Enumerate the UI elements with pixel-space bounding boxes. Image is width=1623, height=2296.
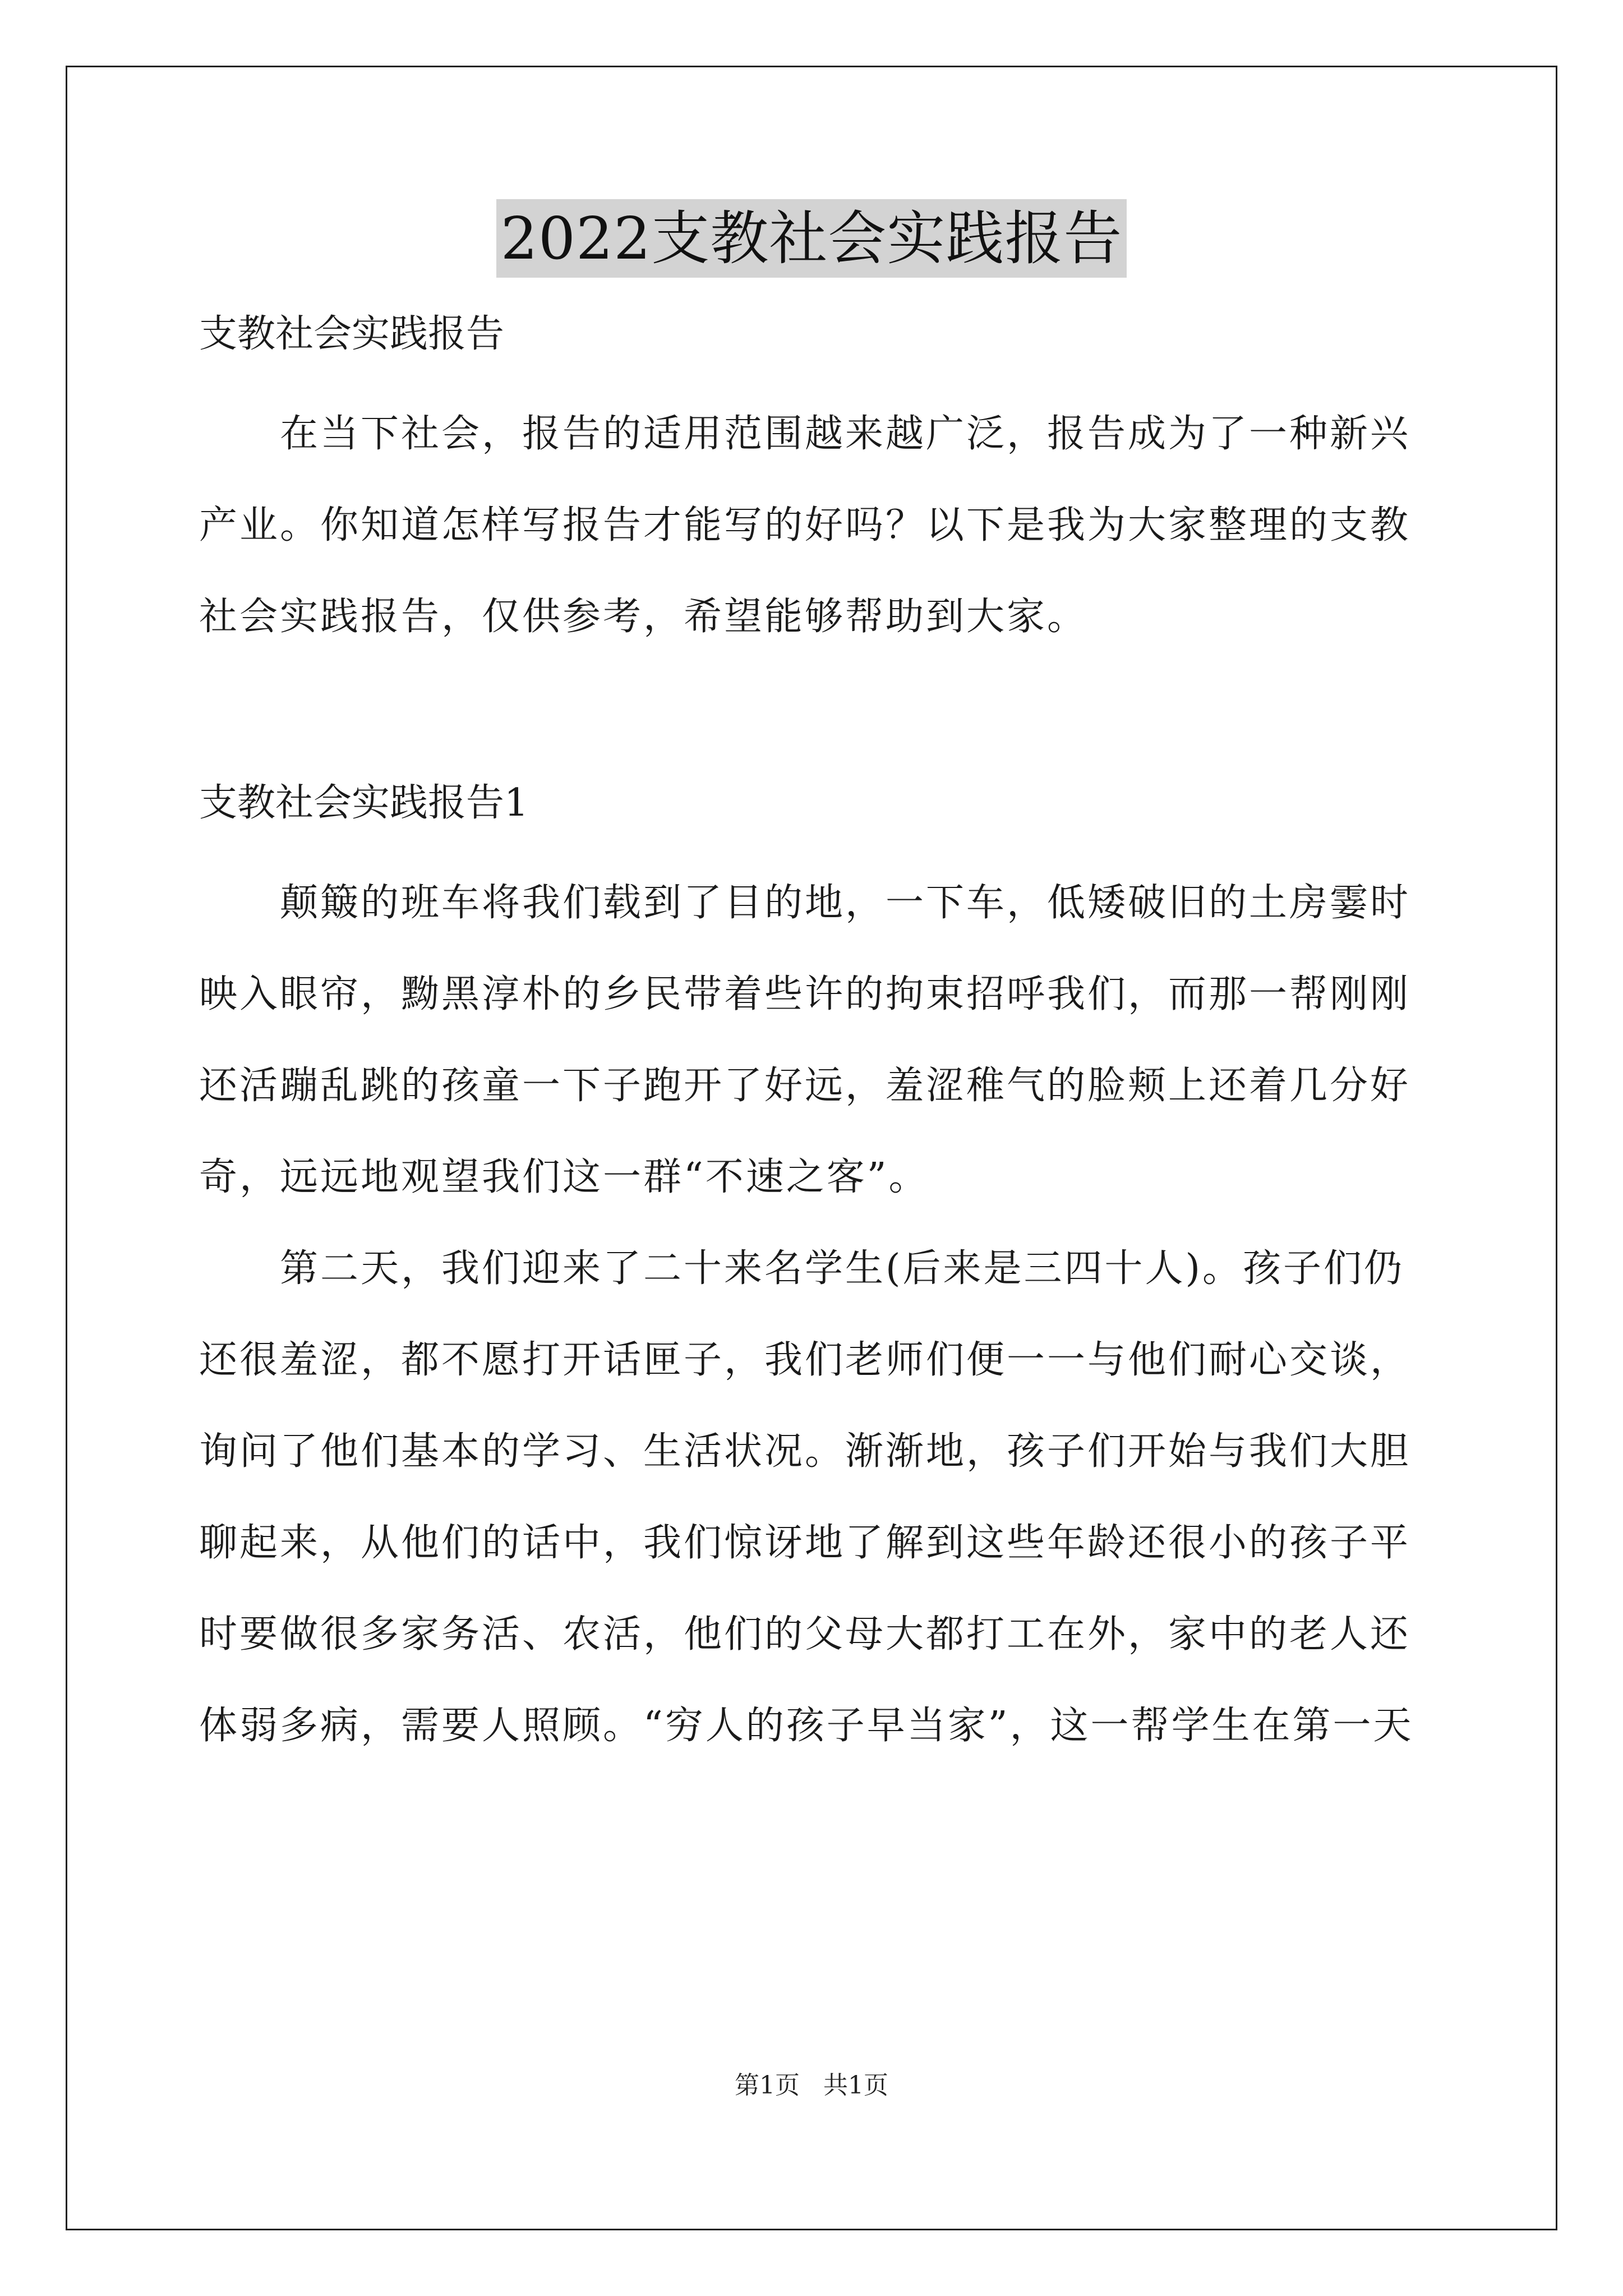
body-paragraph: 颠簸的班车将我们载到了目的地，一下车，低矮破旧的土房霎时映入眼帘，黝黑淳朴的乡民带着些许的拘束招呼我们，而那一帮刚刚还活蹦乱跳的孩童一下子跑开了好远，羞涩稚气的脸颊上还着几分好奇，远远地观望我们这一群“不速之客”。 [199,881,1411,1199]
document-title: 2022支教社会实践报告 [496,199,1127,278]
page-footer [0,2069,1623,2102]
document-body [199,311,1427,1772]
title-container [0,199,1623,278]
total-pages: 共1页 [823,2071,888,2100]
section-heading: 支教社会实践报告1 [199,781,529,825]
page-number: 第1页 [735,2071,800,2100]
body-paragraph: 第二天，我们迎来了二十来名学生(后来是三四十人)。孩子们仍还很羞涩，都不愿打开话匣子，我们老师们便一一与他们耐心交谈，询问了他们基本的学习、生活状况。渐渐地，孩子们开始与我们大胆聊起来，从他们的话中，我们惊讶地了解到这些年龄还很小的孩子平时要做很多家务活、农活，他们的父母大都打工在外，家中的老人还体弱多病，需要人照顾。“穷人的孩子早当家”，这一帮学生在第一天 [199,1246,1414,1748]
document-subtitle: 支教社会实践报告 [199,312,505,356]
intro-paragraph: 在当下社会，报告的适用范围越来越广泛，报告成为了一种新兴产业。你知道怎样写报告才能写的好吗？以下是我为大家整理的支教社会实践报告，仅供参考，希望能够帮助到大家。 [199,412,1411,639]
